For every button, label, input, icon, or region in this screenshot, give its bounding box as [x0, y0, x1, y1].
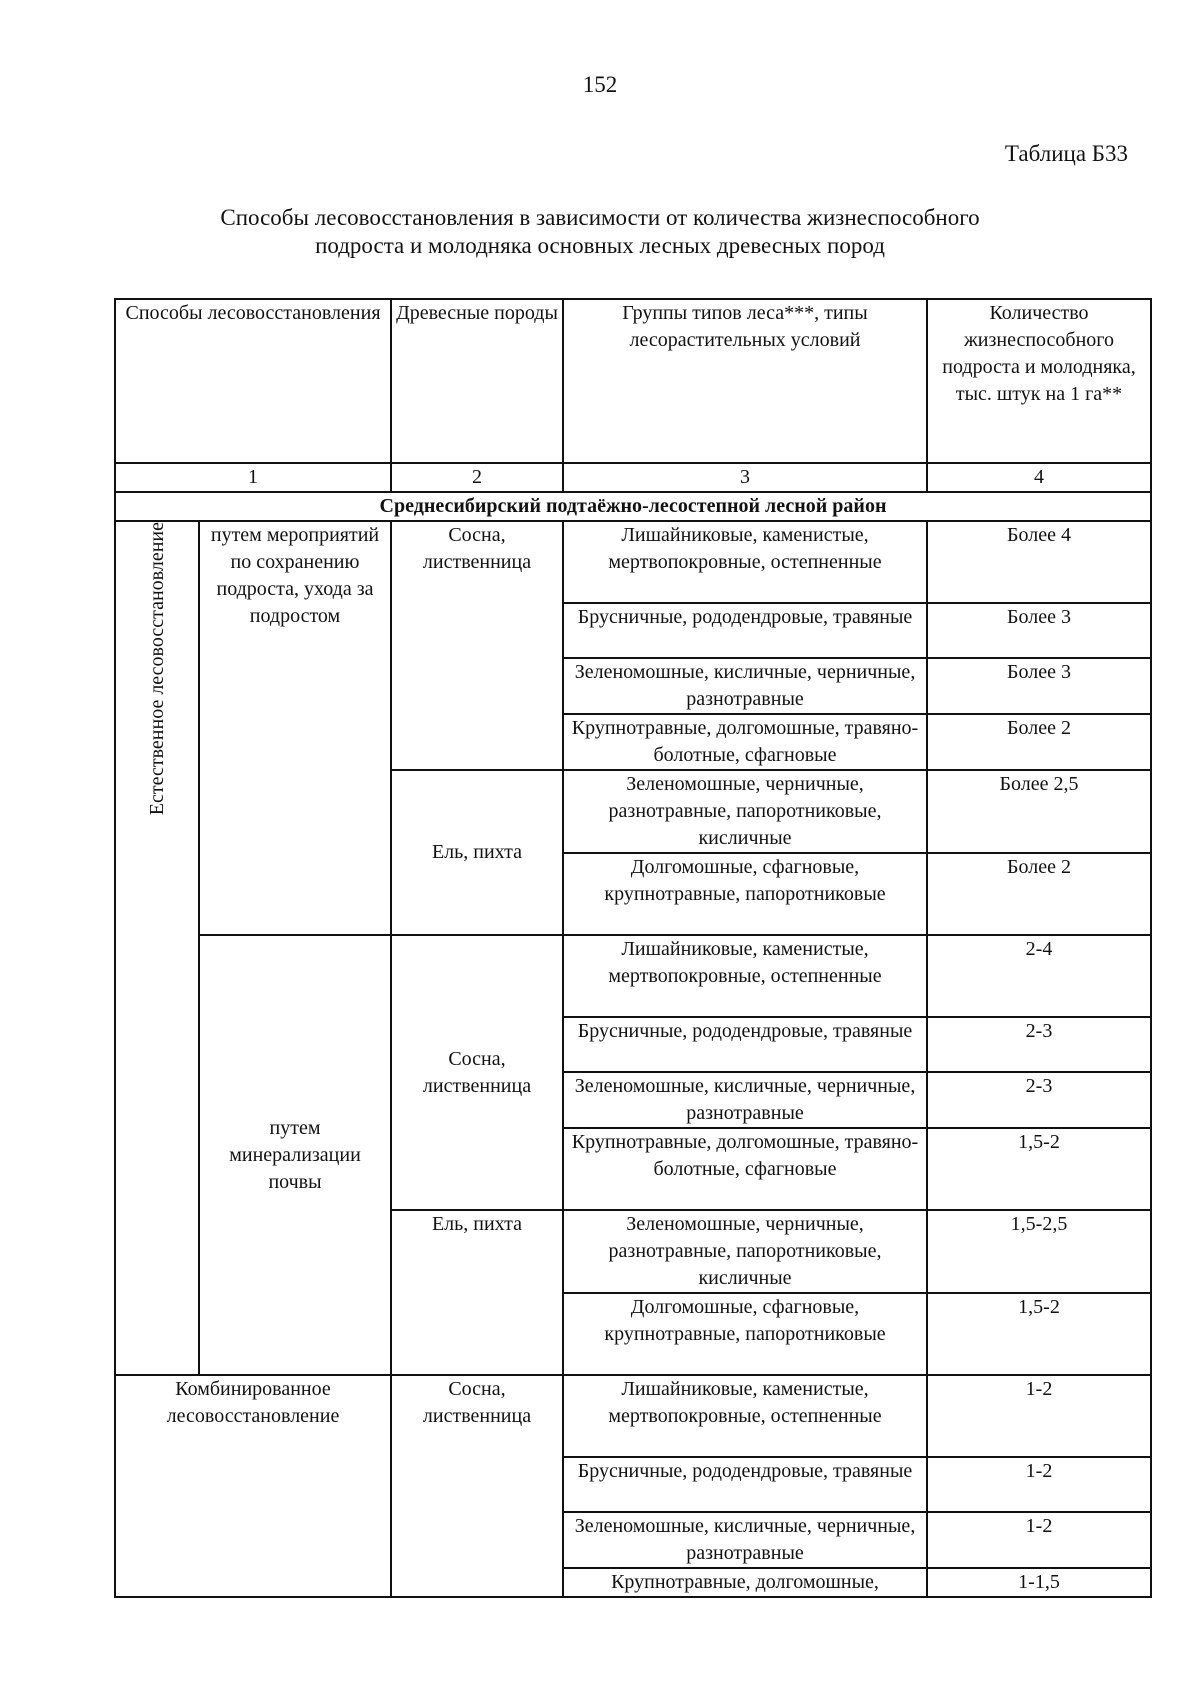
reforestation-table	[114, 298, 1152, 1598]
column-number: 2	[391, 463, 563, 492]
header-row	[115, 299, 1151, 463]
table-row	[115, 521, 1151, 603]
forest-type-cell: Зеленомошные, черничные, разнотравные, папоротниковые, кисличные	[563, 1210, 927, 1293]
region-row	[115, 492, 1151, 521]
header-count: Количество жизнеспособного подроста и молодняка, тыс. штук на 1 га**	[927, 299, 1151, 463]
care-method-cell: путем мероприятий по сохранению подроста, ухода за подростом	[199, 521, 391, 935]
column-number: 4	[927, 463, 1151, 492]
count-cell: 2-3	[927, 1072, 1151, 1128]
document-title	[150, 204, 1050, 260]
species-cell: Ель, пихта	[391, 1210, 563, 1375]
forest-type-cell: Брусничные, рододендровые, травяные	[563, 1017, 927, 1072]
species-cell: Сосна, лиственница	[391, 1375, 563, 1597]
page-number: 152	[582, 72, 618, 97]
table-row	[115, 1375, 1151, 1457]
forest-type-cell: Зеленомошные, черничные, разнотравные, папоротниковые, кисличные	[563, 770, 927, 853]
forest-type-cell: Зеленомошные, кисличные, черничные, разнотравные	[563, 1512, 927, 1568]
count-cell: 2-4	[927, 935, 1151, 1017]
count-cell: 1-2	[927, 1375, 1151, 1457]
count-cell: 1-2	[927, 1512, 1151, 1568]
forest-type-cell: Брусничные, рододендровые, травяные	[563, 603, 927, 658]
forest-type-cell: Крупнотравные, долгомошные, травяно-болотные, сфагновые	[563, 714, 927, 770]
region-title: Среднесибирский подтаёжно-лесостепной лесной район	[115, 492, 1151, 521]
combined-method-cell: Комбинированное лесовосстановление	[115, 1375, 391, 1597]
title-line: подроста и молодняка основных лесных древесных пород	[315, 233, 885, 258]
forest-type-cell: Лишайниковые, каменистые, мертвопокровные, остепненные	[563, 1375, 927, 1457]
count-cell: Более 4	[927, 521, 1151, 603]
header-groups: Группы типов леса***, типы лесорастительных условий	[563, 299, 927, 463]
species-cell: Сосна, лиственница	[391, 935, 563, 1210]
count-cell: 2-3	[927, 1017, 1151, 1072]
forest-type-cell: Зеленомошные, кисличные, черничные, разнотравные	[563, 658, 927, 714]
forest-type-cell: Долгомошные, сфагновые, крупнотравные, папоротниковые	[563, 853, 927, 935]
header-species: Древесные породы	[391, 299, 563, 463]
forest-type-cell: Брусничные, рододендровые, травяные	[563, 1457, 927, 1512]
forest-type-cell: Лишайниковые, каменистые, мертвопокровные, остепненные	[563, 935, 927, 1017]
count-cell: Более 2,5	[927, 770, 1151, 853]
count-cell: 1-1,5	[927, 1568, 1151, 1597]
title-line: Способы лесовосстановления в зависимости от количества жизнеспособного	[220, 205, 980, 230]
count-cell: 1,5-2,5	[927, 1210, 1151, 1293]
forest-type-cell: Зеленомошные, кисличные, черничные, разнотравные	[563, 1072, 927, 1128]
forest-type-cell: Лишайниковые, каменистые, мертвопокровные, остепненные	[563, 521, 927, 603]
table-label: Таблица Б33	[1004, 141, 1128, 166]
count-cell: 1-2	[927, 1457, 1151, 1512]
column-number: 1	[115, 463, 391, 492]
species-cell: Сосна, лиственница	[391, 521, 563, 770]
natural-method-cell	[115, 521, 199, 1375]
header-methods: Способы лесовосстановления	[115, 299, 391, 463]
count-cell: Более 2	[927, 853, 1151, 935]
natural-method-label: Естественное лесовосстановление	[145, 522, 168, 816]
count-cell: Более 3	[927, 658, 1151, 714]
column-numbers-row	[115, 463, 1151, 492]
count-cell: 1,5-2	[927, 1293, 1151, 1375]
species-cell: Ель, пихта	[391, 770, 563, 935]
column-number: 3	[563, 463, 927, 492]
forest-type-cell: Крупнотравные, долгомошные, травяно- болотные, сфагновые	[563, 1128, 927, 1210]
forest-type-cell: Крупнотравные, долгомошные,	[563, 1568, 927, 1597]
table-row	[115, 935, 1151, 1017]
count-cell: Более 3	[927, 603, 1151, 658]
count-cell: 1,5-2	[927, 1128, 1151, 1210]
mineral-method-cell: путем минерализации почвы	[199, 935, 391, 1375]
forest-type-cell: Долгомошные, сфагновые, крупнотравные, папоротниковые	[563, 1293, 927, 1375]
count-cell: Более 2	[927, 714, 1151, 770]
